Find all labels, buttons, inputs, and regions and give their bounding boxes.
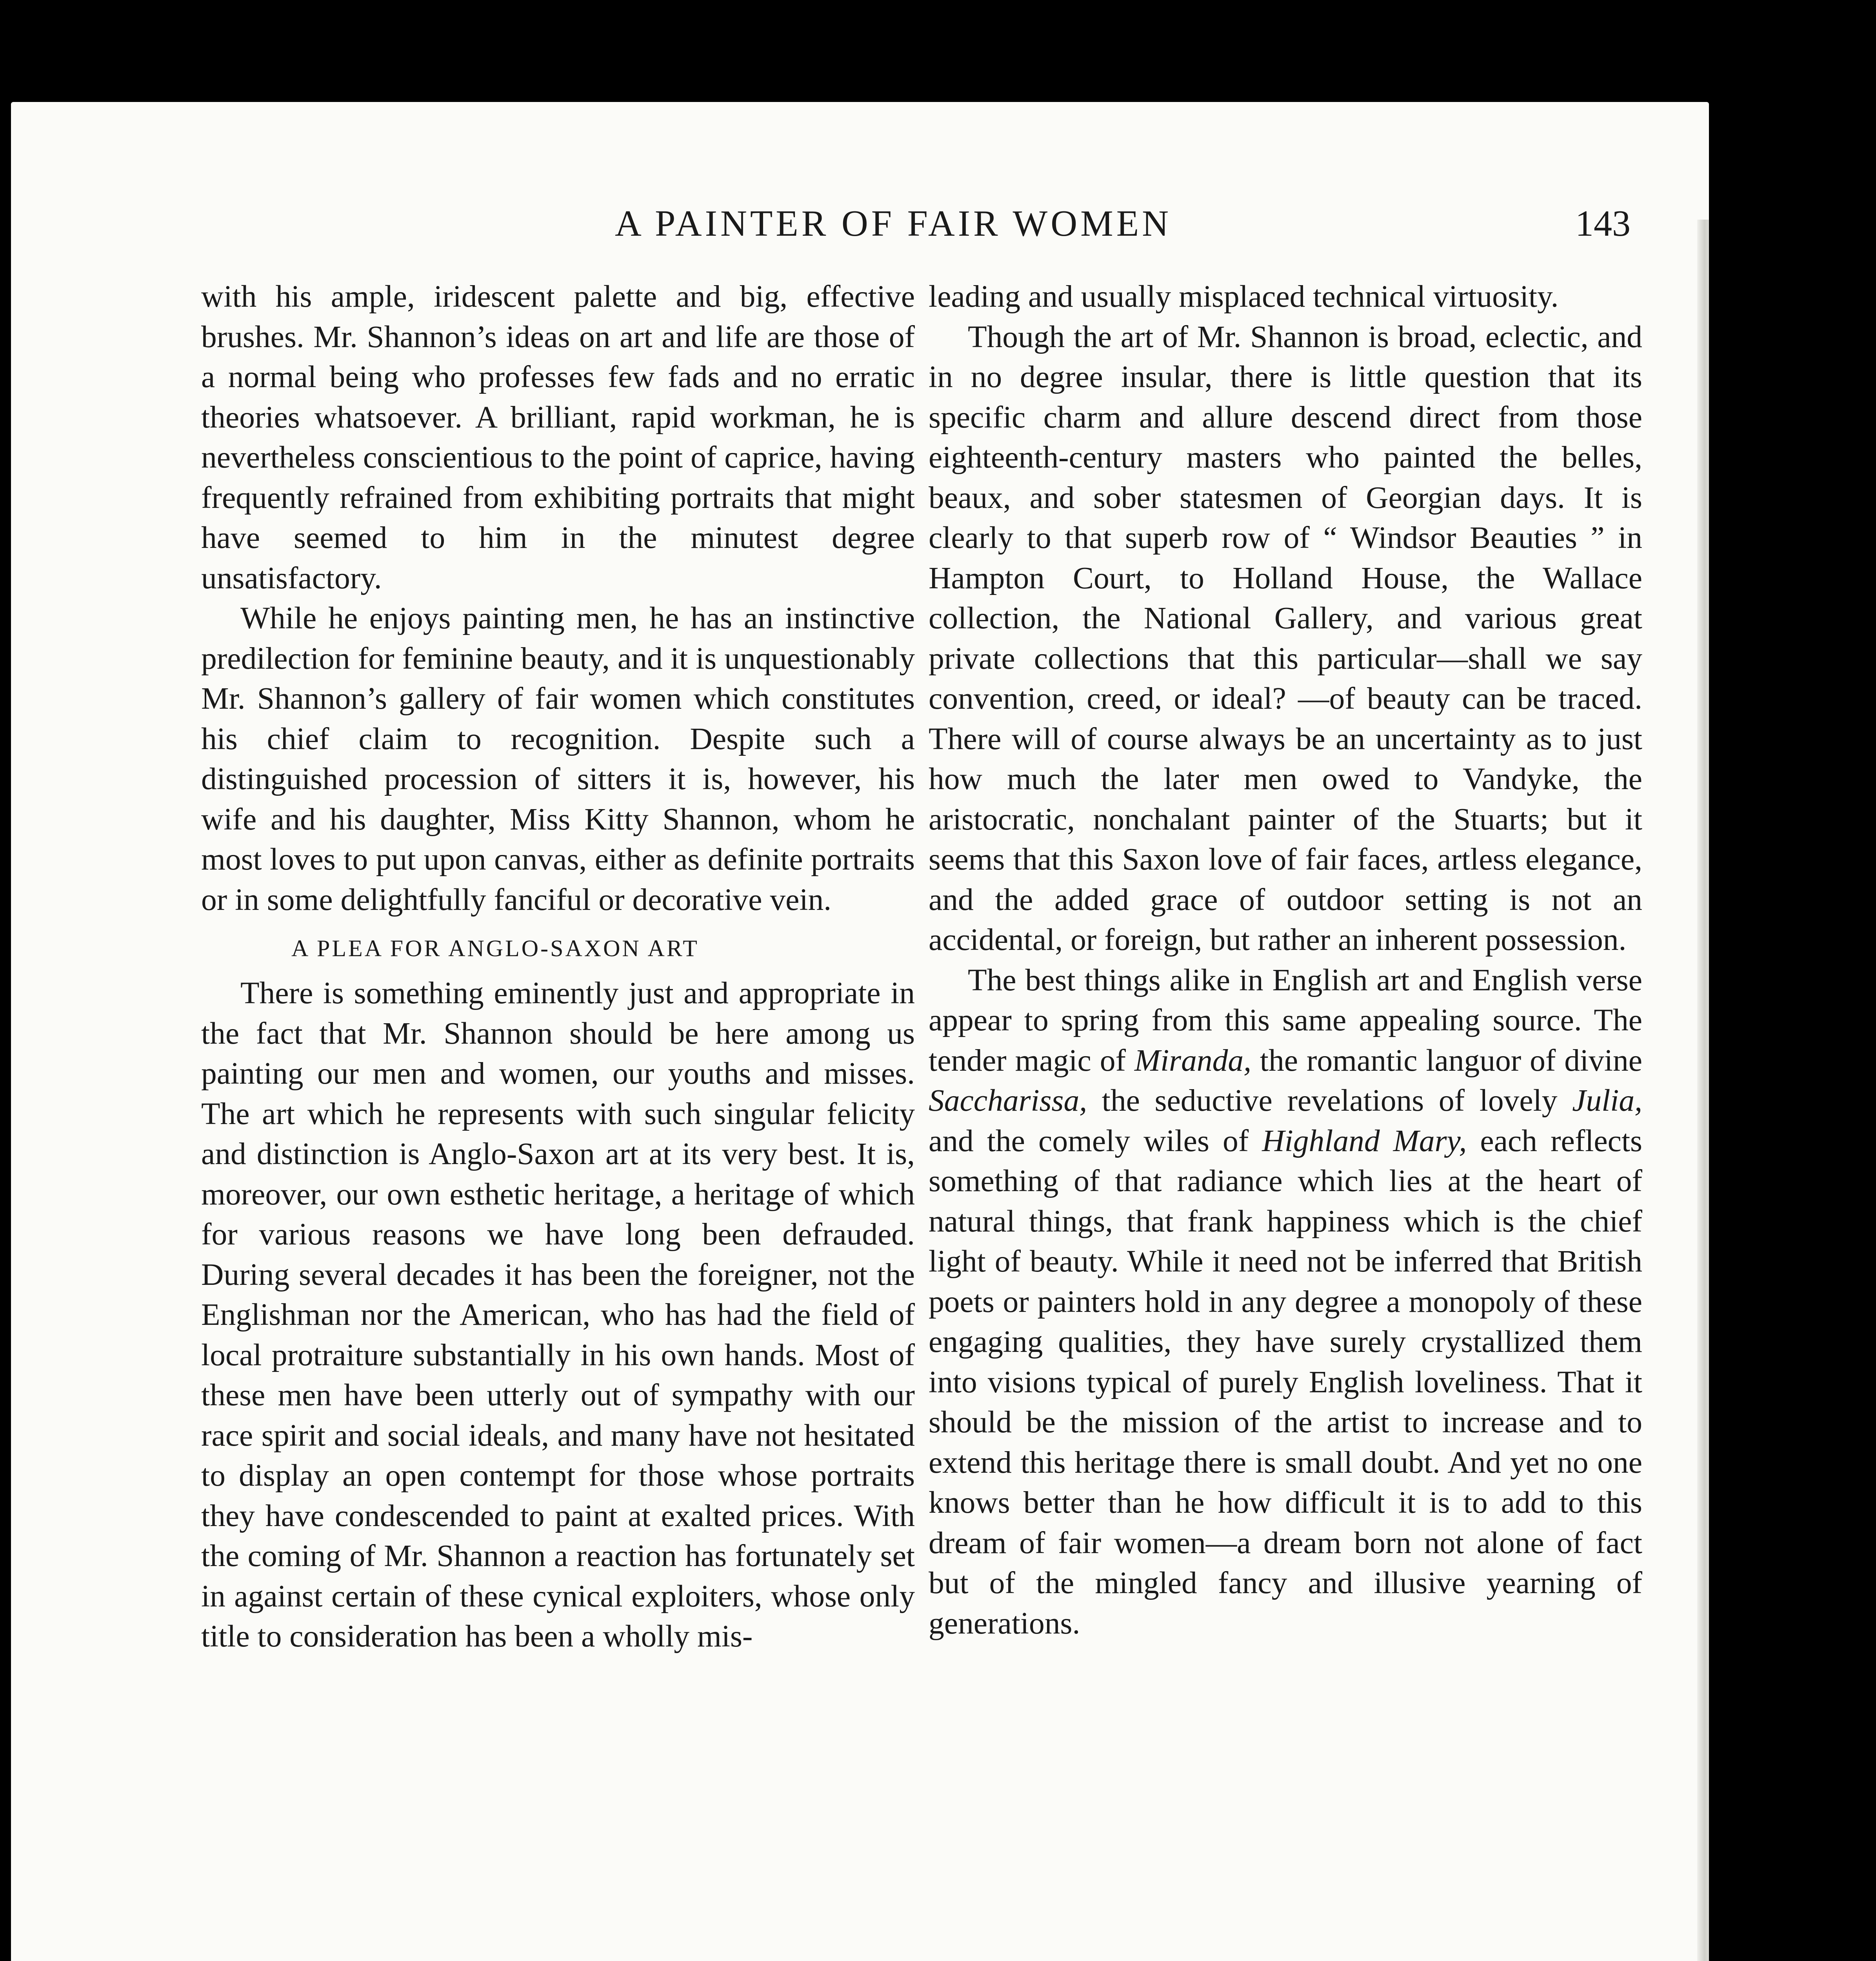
magazine-page <box>11 102 1709 1961</box>
italic-name: Saccharissa, <box>929 1083 1087 1118</box>
text-run: The best things alike in English art and English verse appear to spring from this same appealing source. The tender magic of <box>929 962 1642 1078</box>
page-edge-shadow <box>1697 220 1709 1961</box>
article-paragraph: While he enjoys painting men, he has an instinctive predilection for feminine beauty, and it is unquestionably Mr. Shannon’s gallery of fair women which constitutes his chief claim to recognition. Despite such a distinguished procession of sitters it is, however, his wife and his daughter, Miss Kitty Shannon, whom he most loves to put upon canvas, either as definite portraits or in some delightfully fanciful or decorative vein. <box>201 601 915 917</box>
article-paragraph: leading and usually misplaced technical virtuosity. <box>929 279 1559 314</box>
italic-name: Julia, <box>1572 1083 1642 1118</box>
article-paragraph: Though the art of Mr. Shannon is broad, eclectic, and in no degree insular, there is little question that its specific charm and allure descend direct from those eighteenth-century masters who painted the belles, beaux, and sober statesmen of Georgian days. It is clearly to that superb row of “ Windsor Beauties ” in Hampton Court, to Holland House, the Wallace collection, the National Gallery, and various great private collections that this particular—shall we say convention, creed, or ideal? —of beauty can be traced. There will of course always be an uncertainty as to just how much the later men owed to Vandyke, the aristocratic, nonchalant painter of the Stuarts; but it seems that this Saxon love of fair faces, artless elegance, and the added grace of outdoor setting is not an accidental, or foreign, but rather an inherent possession. <box>929 319 1642 957</box>
text-run: and the comely wiles of <box>929 1123 1262 1158</box>
article-paragraph: with his ample, iridescent palette and big, effective brushes. Mr. Shannon’s ideas on art and life are those of a normal being who professes few fads and no erratic theories whatsoever. A brilliant, rapid workman, he is nevertheless conscientious to the point of caprice, having frequently refrained from exhibiting portraits that might have seemed to him in the minutest degree unsatisfactory. <box>201 279 915 595</box>
text-run: the seductive revelations of lovely <box>1087 1083 1572 1118</box>
text-run: the romantic languor of divine <box>1251 1043 1642 1078</box>
article-paragraph: There is something eminently just and appropriate in the fact that Mr. Shannon should be here among us painting our men and women, our youths and misses. The art which he represents with such singular felicity and distinction is Anglo-Saxon art at its very best. It is, moreover, our own esthetic heritage, a heritage of which for various reasons we have long been defrauded. During several decades it has been the foreigner, not the Englishman nor the American, who has had the field of local protraiture substantially in his own hands. Most of these men have been utterly out of sympathy with our race spirit and social ideals, and many have not hesitated to display an open contempt for those whose portraits they have condescended to paint at exalted prices. With the coming of Mr. Shannon a reaction has fortunately set in against certain of these cynical exploiters, whose only title to consideration has been a wholly mis- <box>201 976 915 1654</box>
article-paragraph <box>929 960 1642 1644</box>
running-head <box>11 196 1709 251</box>
text-run: each reflects something of that radiance which lies at the heart of natural things, that frank happiness which is the chief light of beauty. While it need not be inferred that British poets or painters hold in any degree a monopoly of these engaging qualities, they have surely crystallized them into visions typical of purely English loveliness. That it should be the mission of the artist to increase and to extend this heritage there is small doubt. And yet no one knows better than he how difficult it is to add to this dream of fair women—a dream born not alone of fact but of the mingled fancy and illusive yearning of generations. <box>929 1123 1642 1641</box>
italic-name: Miranda, <box>1134 1043 1251 1078</box>
article-column-right <box>929 277 1642 1643</box>
article-column-left <box>201 277 915 1657</box>
section-subheading: A PLEA FOR ANGLO-SAXON ART <box>291 935 699 961</box>
italic-name: Highland Mary, <box>1262 1123 1467 1158</box>
running-title: A PAINTER OF FAIR WOMEN <box>614 203 1172 244</box>
page-number: 143 <box>1575 203 1631 244</box>
